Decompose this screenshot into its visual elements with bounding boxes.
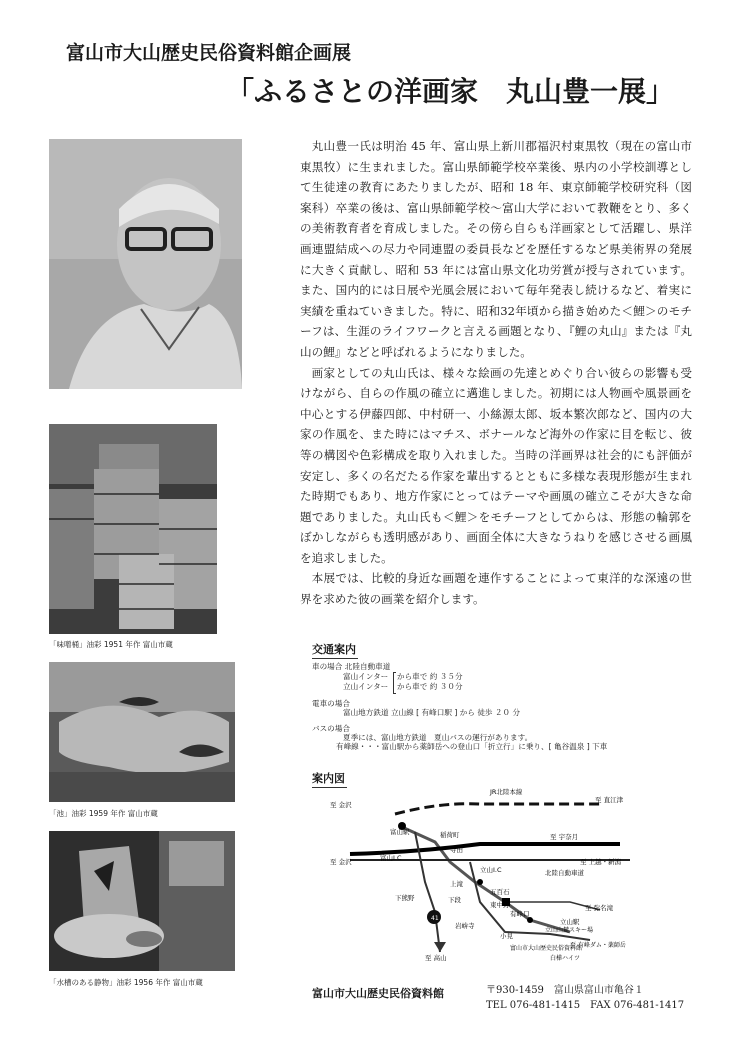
car-route-brace bbox=[393, 672, 396, 694]
svg-text:白樺ハイツ: 白樺ハイツ bbox=[550, 955, 581, 962]
map-jr-line bbox=[395, 804, 600, 814]
svg-text:至 直江津: 至 直江津 bbox=[595, 796, 624, 804]
portrait-image bbox=[49, 139, 242, 389]
svg-text:上滝: 上滝 bbox=[450, 880, 463, 888]
svg-text:寺田: 寺田 bbox=[450, 846, 463, 854]
svg-text:至 有峰ダム・薬師岳: 至 有峰ダム・薬師岳 bbox=[570, 942, 626, 949]
svg-text:41: 41 bbox=[431, 915, 439, 922]
svg-text:至 高山: 至 高山 bbox=[425, 954, 447, 962]
car-route-1-time: から車で 約 ３５分 bbox=[397, 672, 463, 681]
description-paragraph-1: 丸山豊一氏は明治 45 年、富山県上新川郡福沢村東黒牧（現在の富山市東黒牧）に生まれました。富山県師範学校卒業後、県内の小学校訓導として生徒達の教育にあたりましたが、昭和 18 年、東京師範学校研究科（図案科）卒業の後は、富山県師範学校～富山大学において教鞭をとり、多くの美術教育者を育成しました。その傍ら自らも洋画家として活躍し、県洋画連盟結成への尽力や同連盟の委員長などを歴任するなど県美術界の発展に大きく貢献し、昭和 53 年には富山県文化功労賞が授与されています。また、国内的には日展や光風会展において毎年発表し続けるなど、着実に実績を重ねていきました。特に、昭和32年頃から描き始めた＜鯉＞のモチーフは、生涯のライフワークと言える画題となり、『鯉の丸山』または『丸山の鯉』などと呼ばれるようになりました。 bbox=[300, 139, 692, 359]
car-heading: 車の場合 北陸自動車道 bbox=[312, 662, 391, 671]
car-route-1: 富山インター bbox=[343, 672, 389, 681]
car-route-2-time: から車で 約 ３０分 bbox=[397, 682, 463, 691]
description-paragraph-3: 本展では、比較的身近な画題を連作することによって東洋的な深遠の世界を求めた彼の画業を紹介します。 bbox=[300, 571, 692, 607]
map-expressway bbox=[350, 844, 620, 854]
museum-phone-fax: TEL 076-481-1415 FAX 076-481-1417 bbox=[486, 1000, 685, 1011]
svg-text:東中野: 東中野 bbox=[490, 901, 510, 909]
bus-route-1: 夏季には、富山地方鉄道 夏山バスの運行があります。 bbox=[343, 733, 533, 742]
map-heading: 案内図 bbox=[312, 772, 345, 785]
svg-text:至 金沢: 至 金沢 bbox=[330, 858, 352, 866]
car-route-2: 立山インター bbox=[343, 682, 389, 691]
painting-3-image bbox=[49, 831, 235, 971]
train-heading: 電車の場合 bbox=[312, 699, 350, 708]
painting-miso-barrel bbox=[49, 424, 217, 634]
svg-text:北陸自動車道: 北陸自動車道 bbox=[545, 869, 584, 877]
museum-address: 〒930-1459 富山県富山市亀谷１ bbox=[486, 985, 644, 996]
svg-text:小見: 小見 bbox=[500, 932, 513, 940]
svg-text:立山駅: 立山駅 bbox=[560, 918, 580, 926]
train-route: 富山地方鉄道 立山線 [ 有峰口駅 ] から 徒歩 ２０ 分 bbox=[343, 708, 521, 717]
svg-text:立山山麓スキー場: 立山山麓スキー場 bbox=[545, 927, 594, 934]
bus-heading: バスの場合 bbox=[312, 724, 350, 733]
svg-text:五百石: 五百石 bbox=[490, 888, 510, 896]
svg-text:至 金沢: 至 金沢 bbox=[330, 801, 352, 809]
svg-text:下熊野: 下熊野 bbox=[395, 894, 415, 902]
svg-text:岩峅寺: 岩峅寺 bbox=[455, 922, 475, 930]
painting-1-caption: 「味噌桶」油彩 1951 年作 富山市蔵 bbox=[49, 640, 173, 649]
museum-contact bbox=[486, 983, 684, 1013]
painting-still-life-aquarium bbox=[49, 831, 235, 971]
museum-name: 富山市大山歴史民俗資料館 bbox=[312, 987, 444, 1000]
bus-route-2: 有峰線・・・富山駅から薬師岳への登山口「折立行」に乗り、[ 亀谷温泉 ] 下車 bbox=[336, 742, 608, 751]
portrait-photo bbox=[49, 139, 242, 389]
svg-text:富山市大山歴史民俗資料館: 富山市大山歴史民俗資料館 bbox=[510, 945, 583, 952]
painting-2-caption: 「池」油彩 1959 年作 富山市蔵 bbox=[49, 809, 158, 818]
exhibition-organizer-title: 富山市大山歴史民俗資料館企画展 bbox=[66, 42, 352, 64]
painting-pond bbox=[49, 662, 235, 802]
svg-text:立山I.C: 立山I.C bbox=[480, 866, 502, 874]
access-heading: 交通案内 bbox=[312, 643, 356, 656]
svg-text:稲荷町: 稲荷町 bbox=[440, 831, 460, 839]
description-paragraph-2: 画家としての丸山氏は、様々な絵画の先達とめぐり合い彼らの影響も受けながら、自らの作風の確立に邁進しました。初期には人物画や風景画を中心とする伊藤四郎、中村研一、小絲源太郎、坂本繁次郎など、国内の大家の作風を、また時にはマチス、ボナールなど海外の作家に目を転じ、彼等の構図や色彩構成を取り入れました。当時の洋画界は社会的にも評価が安定し、多くの名だたる作家を輩出するとともに多様な表現形態が生まれた時期でもあり、地方作家にとってはテーマや画風の確立こそが大きな命題でありました。丸山氏も＜鯉＞をモチーフとしてからは、形態の輪郭をぼかしながらも透明感があり、画面全体に大きなうねりを感じさせる画風を追求しました。 bbox=[300, 365, 692, 565]
access-map bbox=[330, 782, 650, 962]
painting-3-caption: 「水槽のある静物」油彩 1956 年作 富山市蔵 bbox=[49, 978, 203, 987]
svg-text:下段: 下段 bbox=[448, 896, 461, 904]
exhibition-description bbox=[300, 136, 692, 610]
svg-text:富山駅: 富山駅 bbox=[390, 828, 410, 836]
painting-1-image bbox=[49, 424, 217, 634]
svg-text:富山I.C: 富山I.C bbox=[380, 854, 402, 862]
painting-2-image bbox=[49, 662, 235, 802]
svg-text:至 宇奈月: 至 宇奈月 bbox=[550, 833, 579, 841]
svg-text:至 上越・新潟: 至 上越・新潟 bbox=[580, 858, 622, 866]
svg-text:JR北陸本線: JR北陸本線 bbox=[490, 788, 523, 796]
exhibition-title: 「ふるさとの洋画家 丸山豊一展」 bbox=[226, 75, 675, 108]
svg-text:有峰口: 有峰口 bbox=[510, 910, 530, 918]
svg-text:至 弥名滝: 至 弥名滝 bbox=[585, 904, 614, 912]
